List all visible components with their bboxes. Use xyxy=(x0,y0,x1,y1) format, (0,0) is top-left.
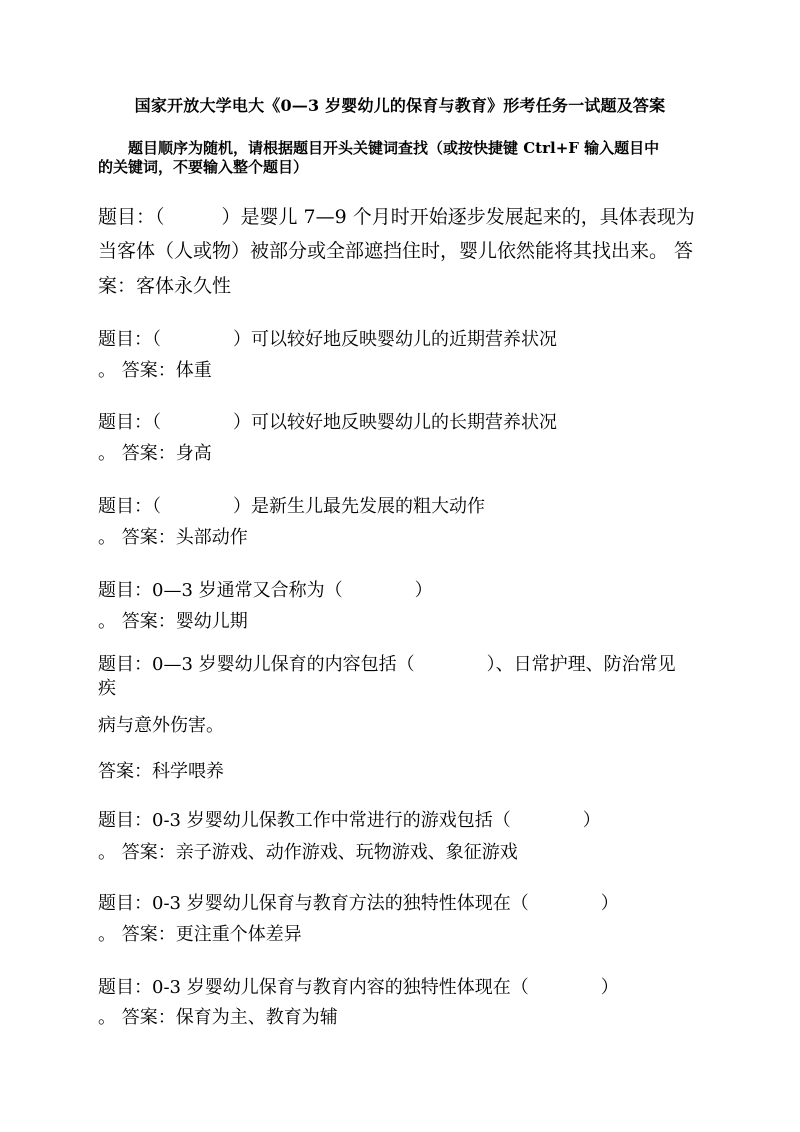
answer-4: 。 答案：头部动作 xyxy=(98,527,248,548)
question-5: 题目：0—3 岁通常又合称为（ ） xyxy=(98,580,433,601)
question-1-line-1: 题目：（ ）是婴儿 7—9 个月时开始逐步发展起来的，具体表现为 xyxy=(98,206,695,228)
answer-9: 。 答案：保育为主、教育为辅 xyxy=(98,1007,338,1028)
question-1-line-2: 当客体（人或物）被部分或全部遮挡住时，婴儿依然能将其找出来。 答 xyxy=(98,240,694,262)
answer-8: 。 答案：更注重个体差异 xyxy=(98,924,302,945)
answer-6: 答案：科学喂养 xyxy=(98,761,224,782)
question-6-line-3: 病与意外伤害。 xyxy=(98,715,224,736)
document-title: 国家开放大学电大《0—3 岁婴幼儿的保育与教育》形考任务一试题及答案 xyxy=(134,96,666,115)
answer-5: 。 答案：婴幼儿期 xyxy=(98,611,248,632)
instruction-note xyxy=(98,139,708,177)
question-4: 题目：（ ）是新生儿最先发展的粗大动作 xyxy=(98,496,485,517)
instruction-line-2: 的关键词，不要输入整个题目） xyxy=(98,158,309,176)
answer-2: 。 答案：体重 xyxy=(98,360,212,381)
answer-3: 。 答案：身高 xyxy=(98,443,212,464)
question-8: 题目：0-3 岁婴幼儿保育与教育方法的独特性体现在（ ） xyxy=(98,893,619,914)
question-1-line-3: 案：客体永久性 xyxy=(98,275,232,297)
answer-7: 。 答案：亲子游戏、动作游戏、玩物游戏、象征游戏 xyxy=(98,842,518,863)
instruction-line-1: 题目顺序为随机，请根据题目开头关键词查找（或按快捷键 Ctrl+F 输入题目中 xyxy=(128,139,660,157)
question-6-line-1: 题目：0—3 岁婴幼儿保育的内容包括（ ）、日常护理、防治常见 xyxy=(98,654,676,675)
question-3: 题目：（ ）可以较好地反映婴幼儿的长期营养状况 xyxy=(98,412,557,433)
question-7: 题目：0-3 岁婴幼儿保教工作中常进行的游戏包括（ ） xyxy=(98,810,601,831)
question-2: 题目：（ ）可以较好地反映婴幼儿的近期营养状况 xyxy=(98,329,557,350)
question-9: 题目：0-3 岁婴幼儿保育与教育内容的独特性体现在（ ） xyxy=(98,977,619,998)
question-6-line-2: 疾 xyxy=(98,678,116,699)
